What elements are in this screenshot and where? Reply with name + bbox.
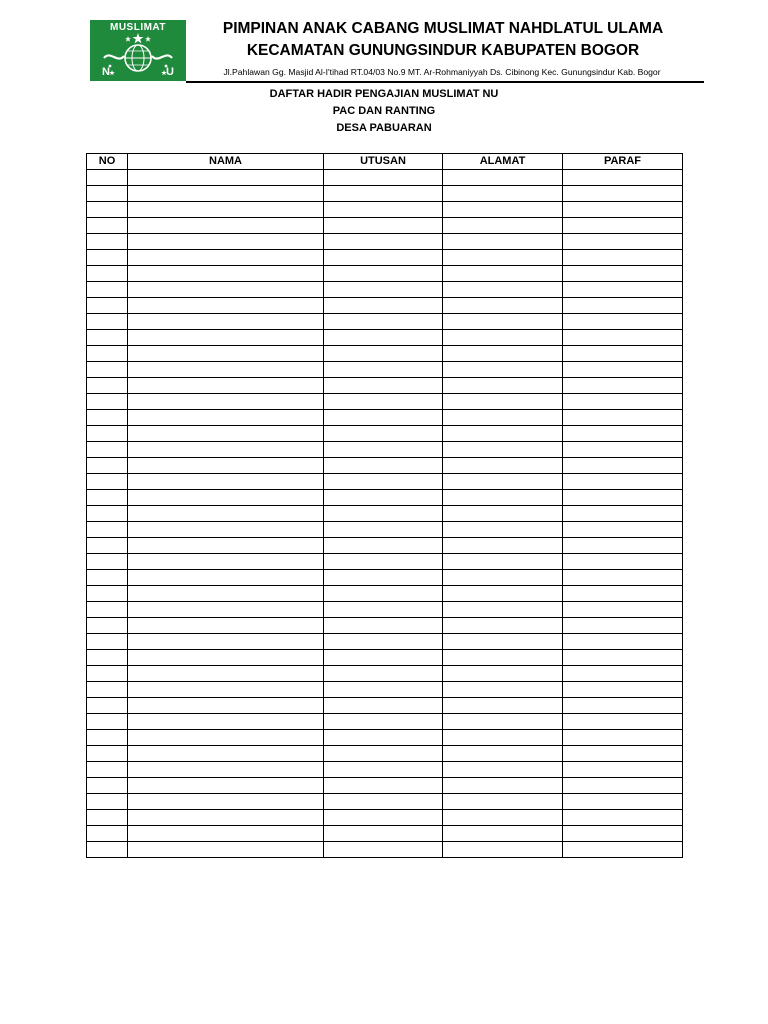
table-cell	[324, 266, 443, 282]
table-cell	[563, 586, 683, 602]
table-cell	[128, 330, 324, 346]
table-cell	[87, 586, 128, 602]
table-cell	[87, 698, 128, 714]
table-cell	[563, 282, 683, 298]
table-cell	[128, 842, 324, 858]
table-cell	[443, 826, 563, 842]
table-cell	[563, 602, 683, 618]
table-row	[87, 426, 683, 442]
document-title: DAFTAR HADIR PENGAJIAN MUSLIMAT NU	[269, 88, 499, 100]
table-cell	[87, 666, 128, 682]
table-row	[87, 282, 683, 298]
table-cell	[128, 570, 324, 586]
table-cell	[324, 234, 443, 250]
table-cell	[443, 538, 563, 554]
table-cell	[443, 746, 563, 762]
table-cell	[128, 202, 324, 218]
table-cell	[324, 218, 443, 234]
table-cell	[128, 410, 324, 426]
table-cell	[443, 810, 563, 826]
table-cell	[563, 618, 683, 634]
table-cell	[563, 266, 683, 282]
table-cell	[87, 650, 128, 666]
logo-letter-n: N	[102, 66, 110, 78]
table-cell	[87, 762, 128, 778]
table-cell	[324, 186, 443, 202]
table-cell	[87, 730, 128, 746]
table-cell	[324, 714, 443, 730]
table-cell	[128, 442, 324, 458]
table-cell	[563, 666, 683, 682]
table-cell	[563, 458, 683, 474]
table-cell	[443, 522, 563, 538]
table-row	[87, 490, 683, 506]
table-cell	[87, 570, 128, 586]
table-cell	[87, 842, 128, 858]
table-cell	[563, 426, 683, 442]
table-cell	[87, 826, 128, 842]
table-cell	[324, 554, 443, 570]
table-cell	[563, 714, 683, 730]
table-row	[87, 330, 683, 346]
table-cell	[324, 730, 443, 746]
table-cell	[324, 618, 443, 634]
table-cell	[128, 298, 324, 314]
table-cell	[87, 426, 128, 442]
table-cell	[324, 778, 443, 794]
table-cell	[324, 746, 443, 762]
table-cell	[443, 602, 563, 618]
table-cell	[324, 538, 443, 554]
table-cell	[443, 650, 563, 666]
table-cell	[563, 202, 683, 218]
table-cell	[128, 394, 324, 410]
table-cell	[443, 346, 563, 362]
table-cell	[443, 250, 563, 266]
table-row	[87, 378, 683, 394]
table-row	[87, 810, 683, 826]
table-cell	[443, 378, 563, 394]
table-cell	[87, 506, 128, 522]
table-cell	[443, 426, 563, 442]
table-cell	[563, 746, 683, 762]
table-cell	[87, 250, 128, 266]
logo-muslimat-text: MUSLIMAT	[109, 22, 167, 33]
table-cell	[563, 794, 683, 810]
table-cell	[443, 458, 563, 474]
table-cell	[128, 682, 324, 698]
table-cell	[128, 554, 324, 570]
table-cell	[563, 842, 683, 858]
attendance-table-body	[87, 170, 683, 858]
table-cell	[443, 218, 563, 234]
table-cell	[443, 234, 563, 250]
table-cell	[443, 682, 563, 698]
table-cell	[128, 602, 324, 618]
column-header-utusan: UTUSAN	[324, 154, 443, 170]
table-cell	[563, 522, 683, 538]
table-cell	[324, 490, 443, 506]
column-header-no: NO	[87, 154, 128, 170]
table-cell	[128, 810, 324, 826]
table-cell	[443, 762, 563, 778]
table-row	[87, 170, 683, 186]
table-cell	[324, 426, 443, 442]
table-cell	[128, 266, 324, 282]
table-cell	[324, 698, 443, 714]
table-cell	[324, 202, 443, 218]
table-cell	[324, 570, 443, 586]
table-cell	[443, 410, 563, 426]
table-cell	[563, 730, 683, 746]
table-cell	[87, 458, 128, 474]
table-cell	[324, 346, 443, 362]
table-cell	[324, 378, 443, 394]
table-cell	[443, 634, 563, 650]
table-row	[87, 410, 683, 426]
table-row	[87, 234, 683, 250]
table-cell	[128, 538, 324, 554]
table-cell	[563, 330, 683, 346]
table-cell	[128, 794, 324, 810]
table-cell	[128, 490, 324, 506]
table-row	[87, 698, 683, 714]
table-cell	[443, 506, 563, 522]
table-row	[87, 730, 683, 746]
table-cell	[87, 682, 128, 698]
table-cell	[563, 634, 683, 650]
table-cell	[443, 298, 563, 314]
table-cell	[563, 346, 683, 362]
table-cell	[324, 458, 443, 474]
table-row	[87, 794, 683, 810]
table-cell	[87, 746, 128, 762]
table-cell	[87, 778, 128, 794]
table-cell	[87, 314, 128, 330]
table-cell	[443, 394, 563, 410]
table-cell	[563, 506, 683, 522]
table-cell	[563, 298, 683, 314]
header-region: KECAMATAN GUNUNGSINDUR KABUPATEN BOGOR	[246, 42, 640, 59]
table-cell	[87, 522, 128, 538]
table-cell	[324, 250, 443, 266]
table-cell	[87, 234, 128, 250]
table-row	[87, 506, 683, 522]
table-cell	[443, 266, 563, 282]
table-cell	[87, 602, 128, 618]
table-cell	[87, 554, 128, 570]
table-row	[87, 826, 683, 842]
table-cell	[443, 778, 563, 794]
table-cell	[443, 570, 563, 586]
table-cell	[128, 218, 324, 234]
table-cell	[443, 314, 563, 330]
table-cell	[87, 378, 128, 394]
table-cell	[563, 378, 683, 394]
document-subtitle: PAC DAN RANTING	[332, 105, 436, 117]
table-cell	[443, 666, 563, 682]
table-cell	[563, 490, 683, 506]
column-header-nama: NAMA	[128, 154, 324, 170]
table-cell	[324, 282, 443, 298]
table-cell	[324, 650, 443, 666]
table-cell	[324, 634, 443, 650]
table-cell	[563, 234, 683, 250]
table-cell	[87, 490, 128, 506]
table-cell	[563, 554, 683, 570]
table-cell	[87, 330, 128, 346]
table-cell	[563, 778, 683, 794]
table-cell	[324, 666, 443, 682]
table-cell	[563, 442, 683, 458]
table-row	[87, 602, 683, 618]
table-cell	[324, 810, 443, 826]
table-cell	[128, 698, 324, 714]
table-cell	[443, 202, 563, 218]
table-cell	[563, 218, 683, 234]
table-cell	[324, 842, 443, 858]
table-cell	[324, 410, 443, 426]
table-cell	[87, 282, 128, 298]
table-cell	[128, 730, 324, 746]
header-divider	[186, 81, 704, 83]
table-cell	[443, 714, 563, 730]
table-cell	[324, 330, 443, 346]
table-cell	[324, 506, 443, 522]
table-cell	[128, 634, 324, 650]
table-cell	[87, 618, 128, 634]
table-row	[87, 474, 683, 490]
table-cell	[563, 170, 683, 186]
table-cell	[443, 586, 563, 602]
header-address: Jl.Pahlawan Gg. Masjid Al-I'tihad RT.04/03 No.9 MT. Ar-Rohmaniyyah Ds. Cibinong Kec. Gunungsindur Kab. Bogor	[223, 67, 661, 77]
table-cell	[87, 394, 128, 410]
table-cell	[128, 282, 324, 298]
table-cell	[324, 826, 443, 842]
table-row	[87, 618, 683, 634]
table-cell	[443, 442, 563, 458]
table-row	[87, 650, 683, 666]
table-cell	[563, 650, 683, 666]
table-cell	[87, 538, 128, 554]
table-cell	[128, 778, 324, 794]
table-row	[87, 714, 683, 730]
table-row	[87, 554, 683, 570]
table-cell	[443, 362, 563, 378]
table-cell	[563, 314, 683, 330]
table-row	[87, 762, 683, 778]
table-row	[87, 346, 683, 362]
column-header-alamat: ALAMAT	[443, 154, 563, 170]
table-cell	[443, 794, 563, 810]
table-cell	[324, 298, 443, 314]
table-cell	[563, 698, 683, 714]
table-cell	[87, 362, 128, 378]
table-row	[87, 666, 683, 682]
table-cell	[563, 826, 683, 842]
table-cell	[324, 522, 443, 538]
table-cell	[87, 410, 128, 426]
table-cell	[563, 410, 683, 426]
table-cell	[128, 458, 324, 474]
table-row	[87, 202, 683, 218]
table-cell	[87, 474, 128, 490]
table-row	[87, 522, 683, 538]
table-cell	[563, 250, 683, 266]
table-cell	[128, 186, 324, 202]
table-row	[87, 746, 683, 762]
table-cell	[128, 714, 324, 730]
table-cell	[563, 682, 683, 698]
logo-letter-u: U	[166, 66, 174, 78]
table-cell	[128, 378, 324, 394]
table-row	[87, 250, 683, 266]
table-cell	[87, 634, 128, 650]
column-header-paraf: PARAF	[563, 154, 683, 170]
table-cell	[87, 218, 128, 234]
table-cell	[324, 762, 443, 778]
table-row	[87, 842, 683, 858]
table-cell	[563, 186, 683, 202]
table-row	[87, 586, 683, 602]
table-cell	[128, 314, 324, 330]
table-cell	[128, 362, 324, 378]
table-row	[87, 538, 683, 554]
table-row	[87, 314, 683, 330]
table-row	[87, 634, 683, 650]
table-cell	[324, 170, 443, 186]
table-cell	[563, 570, 683, 586]
table-cell	[443, 490, 563, 506]
table-cell	[324, 682, 443, 698]
table-cell	[87, 346, 128, 362]
table-cell	[128, 426, 324, 442]
table-cell	[443, 474, 563, 490]
header-organization: PIMPINAN ANAK CABANG MUSLIMAT NAHDLATUL ULAMA	[222, 20, 664, 37]
table-cell	[563, 762, 683, 778]
document-village: DESA PABUARAN	[336, 122, 432, 134]
table-cell	[128, 746, 324, 762]
table-cell	[128, 474, 324, 490]
table-cell	[128, 762, 324, 778]
table-cell	[128, 250, 324, 266]
table-cell	[563, 810, 683, 826]
table-cell	[324, 794, 443, 810]
table-row	[87, 186, 683, 202]
table-cell	[324, 314, 443, 330]
table-cell	[563, 394, 683, 410]
table-row	[87, 298, 683, 314]
table-cell	[443, 170, 563, 186]
table-cell	[87, 810, 128, 826]
table-row	[87, 362, 683, 378]
table-cell	[443, 282, 563, 298]
table-cell	[324, 394, 443, 410]
table-cell	[128, 522, 324, 538]
table-row	[87, 682, 683, 698]
table-cell	[128, 346, 324, 362]
table-cell	[324, 586, 443, 602]
table-cell	[87, 170, 128, 186]
table-cell	[128, 234, 324, 250]
table-cell	[128, 826, 324, 842]
table-cell	[443, 186, 563, 202]
table-header-row	[87, 154, 683, 170]
table-cell	[87, 714, 128, 730]
table-cell	[443, 618, 563, 634]
table-cell	[128, 170, 324, 186]
table-cell	[128, 586, 324, 602]
table-cell	[563, 538, 683, 554]
table-cell	[563, 362, 683, 378]
table-cell	[87, 442, 128, 458]
table-row	[87, 458, 683, 474]
attendance-table	[86, 153, 683, 858]
table-cell	[128, 650, 324, 666]
table-cell	[128, 506, 324, 522]
table-cell	[87, 266, 128, 282]
table-cell	[443, 330, 563, 346]
table-cell	[563, 474, 683, 490]
table-cell	[443, 554, 563, 570]
table-row	[87, 778, 683, 794]
table-row	[87, 394, 683, 410]
table-cell	[324, 442, 443, 458]
table-cell	[443, 730, 563, 746]
table-cell	[128, 618, 324, 634]
table-cell	[324, 474, 443, 490]
table-cell	[87, 202, 128, 218]
table-cell	[324, 362, 443, 378]
table-row	[87, 442, 683, 458]
table-row	[87, 218, 683, 234]
muslimat-logo	[90, 20, 186, 81]
table-row	[87, 570, 683, 586]
table-cell	[128, 666, 324, 682]
table-row	[87, 266, 683, 282]
table-cell	[87, 186, 128, 202]
table-cell	[443, 698, 563, 714]
table-cell	[443, 842, 563, 858]
table-cell	[324, 602, 443, 618]
table-cell	[87, 298, 128, 314]
table-cell	[87, 794, 128, 810]
